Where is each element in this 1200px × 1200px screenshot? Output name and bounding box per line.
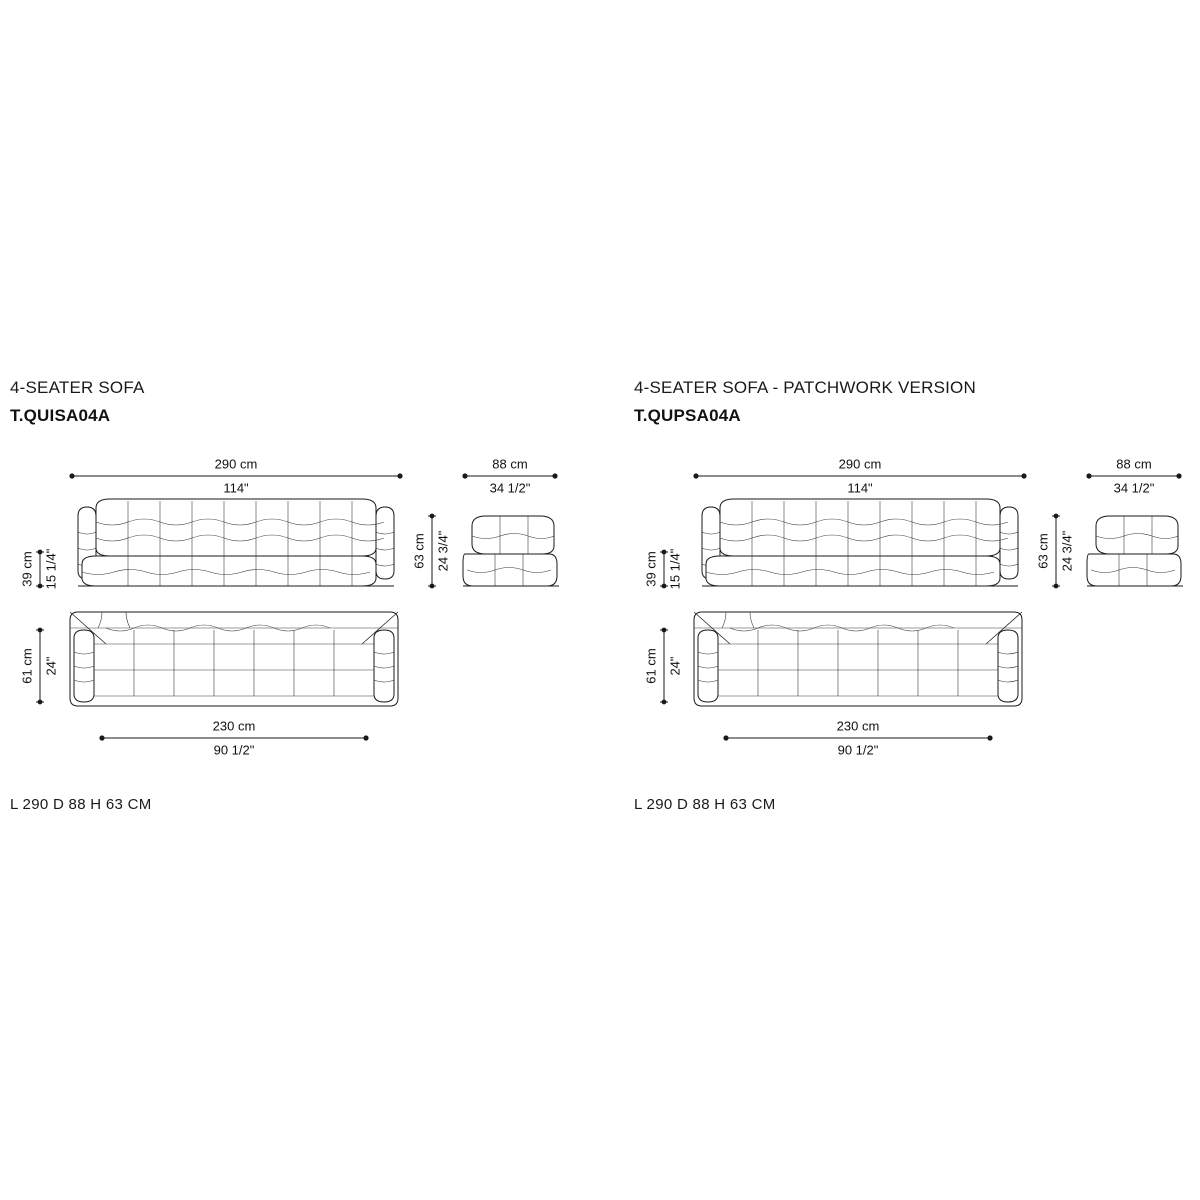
top-view-depth-dimension: [19, 628, 58, 705]
top-seat-width-in: 90 1/2": [213, 742, 255, 758]
side-depth-cm: 88 cm: [1116, 456, 1152, 472]
panel-dimensions-summary: L 290 D 88 H 63 CM: [10, 796, 152, 813]
side-height-in: 24 3/4": [435, 530, 451, 572]
front-width-in: 114": [223, 480, 249, 496]
front-width-cm: 290 cm: [214, 456, 258, 472]
top-seat-width-cm: 230 cm: [212, 718, 256, 734]
top-depth-in: 24": [43, 656, 59, 676]
side-view-depth-dimension: [462, 456, 557, 495]
side-height-cm: 63 cm: [411, 533, 427, 569]
side-depth-in: 34 1/2": [1113, 480, 1155, 496]
sofa-dimension-drawing: [10, 448, 570, 778]
top-view-seat-width-dimension: [99, 718, 368, 757]
side-height-cm: 63 cm: [1035, 533, 1051, 569]
drawing-area-right: [634, 448, 1194, 778]
product-panel-4-seater-sofa-patchwork: [634, 378, 1194, 818]
top-depth-in: 24": [667, 656, 683, 676]
side-height-in: 24 3/4": [1059, 530, 1075, 572]
side-view-height-dimension: [411, 514, 450, 589]
side-view-sofa: [1087, 516, 1183, 586]
sofa-dimension-drawing: [634, 448, 1194, 778]
top-view-depth-dimension: [643, 628, 682, 705]
front-width-cm: 290 cm: [838, 456, 882, 472]
top-view-sofa: [70, 612, 398, 706]
top-view-seat-width-dimension: [723, 718, 992, 757]
drawing-area-left: [10, 448, 570, 778]
front-view-sofa: [78, 499, 394, 586]
side-view-depth-dimension: [1086, 456, 1181, 495]
top-depth-cm: 61 cm: [643, 648, 659, 684]
seat-height-in: 15 1/4": [667, 548, 683, 590]
front-view-seat-height-dimension: [643, 548, 682, 589]
seat-height-in: 15 1/4": [43, 548, 59, 590]
product-panel-4-seater-sofa: [10, 378, 570, 818]
front-view-width-dimension: [693, 456, 1026, 495]
front-width-in: 114": [847, 480, 873, 496]
front-view-sofa: [702, 499, 1018, 586]
panel-title: 4-SEATER SOFA: [10, 378, 145, 397]
top-depth-cm: 61 cm: [19, 648, 35, 684]
side-view-sofa: [463, 516, 559, 586]
top-seat-width-in: 90 1/2": [837, 742, 879, 758]
panel-product-code: T.QUISA04A: [10, 406, 111, 425]
side-depth-in: 34 1/2": [489, 480, 531, 496]
front-view-seat-height-dimension: [19, 548, 58, 589]
panel-title: 4-SEATER SOFA - PATCHWORK VERSION: [634, 378, 976, 397]
top-view-sofa: [694, 612, 1022, 706]
seat-height-cm: 39 cm: [19, 551, 35, 587]
side-view-height-dimension: [1035, 514, 1074, 589]
front-view-width-dimension: [69, 456, 402, 495]
top-seat-width-cm: 230 cm: [836, 718, 880, 734]
panel-dimensions-summary: L 290 D 88 H 63 CM: [634, 796, 776, 813]
panel-product-code: T.QUPSA04A: [634, 406, 741, 425]
seat-height-cm: 39 cm: [643, 551, 659, 587]
side-depth-cm: 88 cm: [492, 456, 528, 472]
